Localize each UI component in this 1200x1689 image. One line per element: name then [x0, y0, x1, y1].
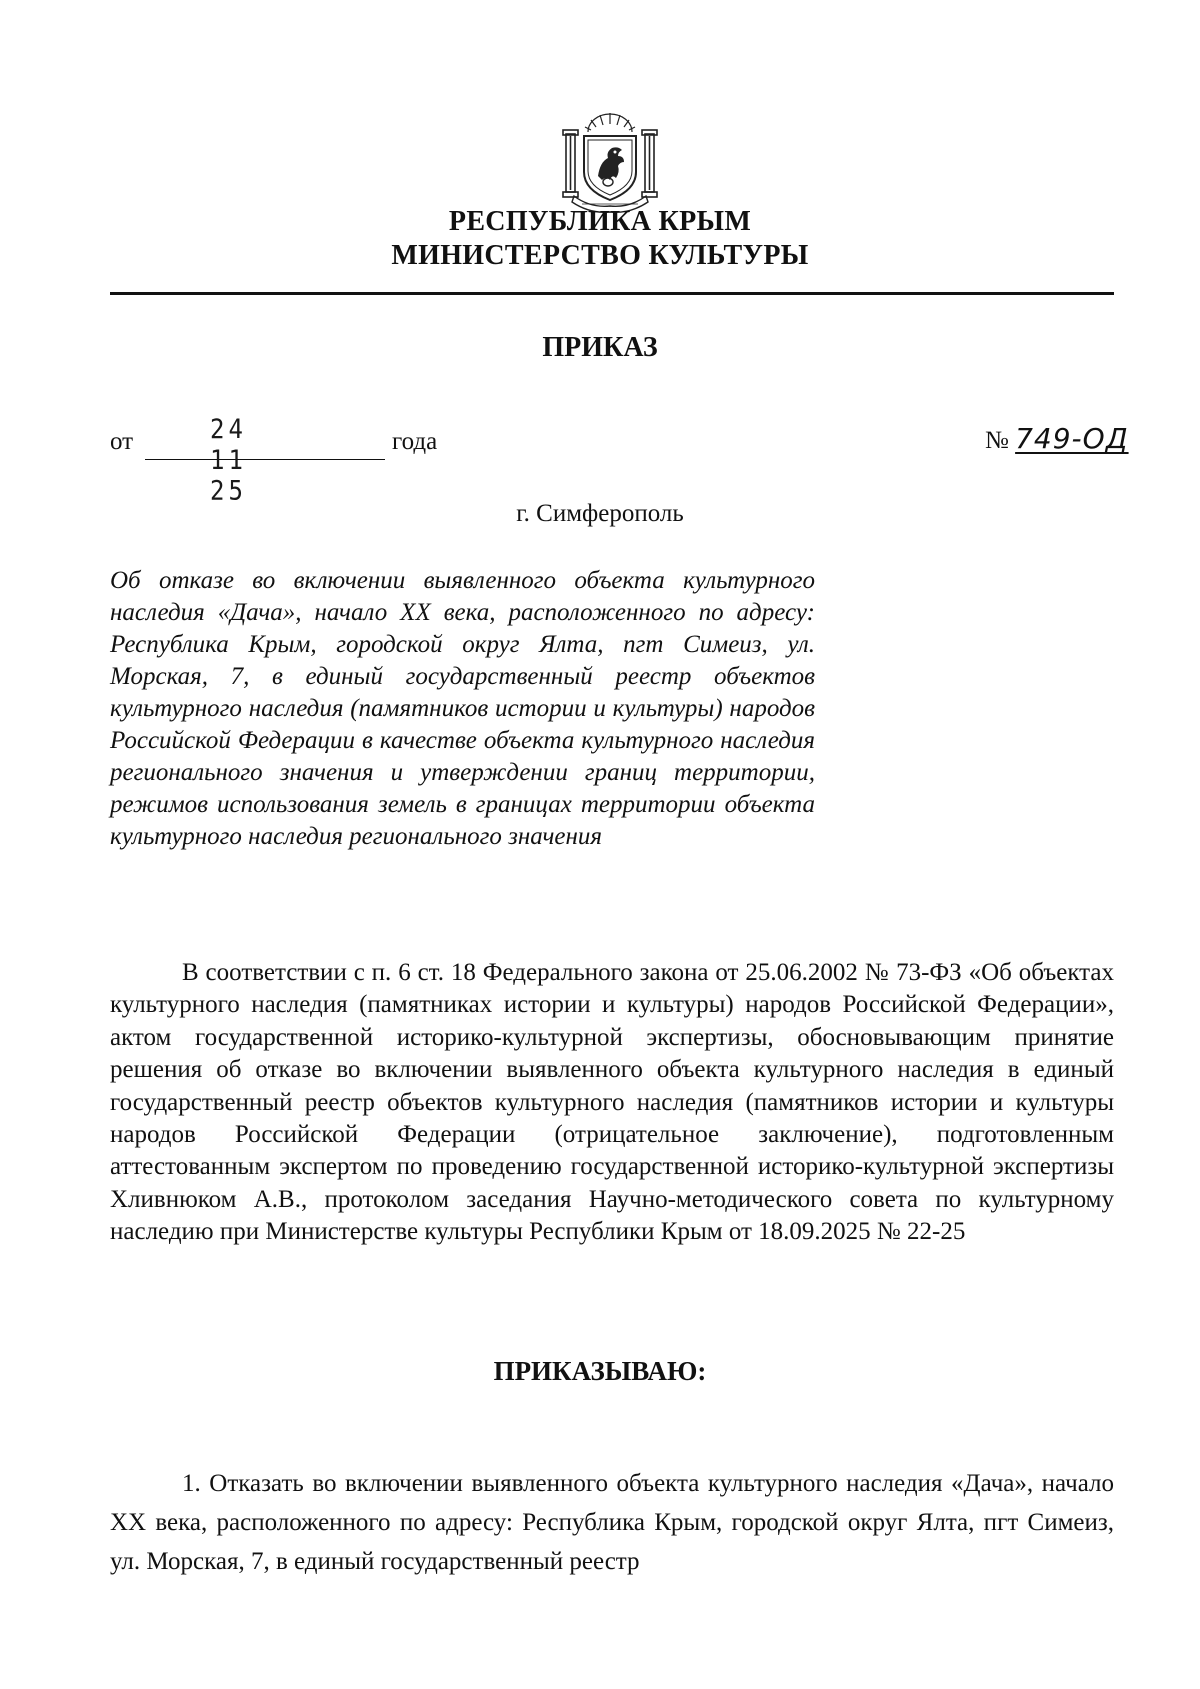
order-heading: ПРИКАЗЫВАЮ: [493, 1356, 707, 1386]
ministry-name: МИНИСТЕРСТВО КУЛЬТУРЫ [391, 240, 809, 271]
number-value: 749-ОД [1015, 422, 1129, 455]
preamble-paragraph: В соответствии с п. 6 ст. 18 Федерального закона от 25.06.2002 № 73-ФЗ «Об объектах культурного наследия (памятниках истории и культуры) народов Российской Федерации», актом государственной историко-культурной экспертизы, обосновывающим принятие решения об отказе во включении выявленного объекта культурного наследия в единый государственный реестр объектов культурного наследия (памятников истории и культуры народов Российской Федерации (отрицательное заключение), подготовленным аттестованным экспертом по проведению государственной историко-культурной экспертизы Хливнюком А.В., протоколом заседания Научно-методического совета по культурному наследию при Министерстве культуры Республики Крым от 18.09.2025 № 22-25 [110, 959, 1114, 1246]
number-prefix: № [985, 427, 1009, 454]
date-underline [145, 459, 385, 460]
crimea-coat-of-arms-icon [560, 110, 660, 215]
republic-name: РЕСПУБЛИКА КРЫМ [448, 206, 752, 237]
order-number [985, 422, 1129, 455]
date-prefix: от [110, 428, 134, 455]
header-divider [110, 292, 1114, 295]
document-type: ПРИКАЗ [542, 332, 658, 363]
city: г. Симферополь [516, 500, 684, 527]
order-subject: Об отказе во включении выявленного объекта культурного наследия «Дача», начало XX века, расположенного по адресу: Республика Крым, городской округ Ялта, пгт Симеиз, ул. Морская, 7, в единый государственный реестр объектов культурного наследия (памятников истории и культуры) народов Российской Федерации в качестве объекта культурного наследия регионального значения и утверждении границ территории, режимов использования земель в границах территории объекта культурного наследия регионального значения [110, 567, 815, 850]
date-value: 24 11 25 [210, 413, 247, 507]
order-item-1: 1. Отказать во включении выявленного объекта культурного наследия «Дача», начало XX века, расположенного по адресу: Республика Крым, городской округ Ялта, пгт Симеиз, ул. Морская, 7, в единый государственный реестр [110, 1470, 1114, 1575]
date-suffix: года [392, 428, 438, 455]
